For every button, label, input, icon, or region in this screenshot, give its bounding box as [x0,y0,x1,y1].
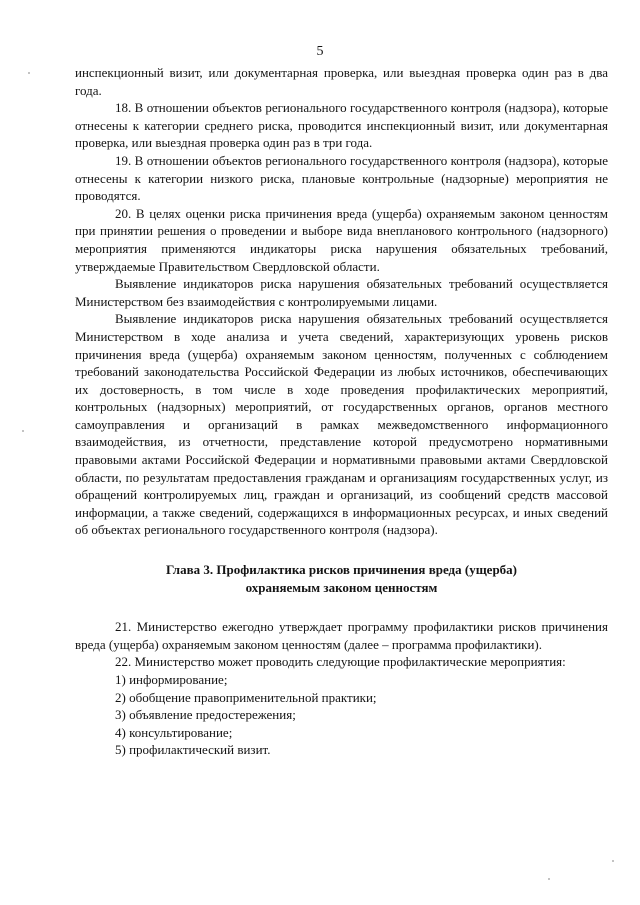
chapter-heading-line-2: охраняемым законом ценностям [245,579,438,595]
list-item: 4) консультирование; [115,724,233,740]
list-item: 5) профилактический визит. [115,742,271,758]
page-number: 5 [316,44,324,59]
chapter-heading-line-1: Глава 3. Профилактика рисков причинения вреда (ущерба) [165,562,518,578]
preventive-measures-list [75,671,608,759]
list-item: 1) информирование; [115,672,228,687]
scan-speck [28,72,30,74]
paragraph-18: 18. В отношении объектов регионального государственного контроля (надзора), которые отнесены к категории среднего риска, проводится инспекционный визит, или документарная проверка, или выездная проверка один раз в три года. [75,100,608,151]
scan-speck [548,878,550,880]
paragraph-risk-indicators-detection: Выявление индикаторов риска нарушения обязательных требований осуществляется Министерством без взаимодействия с контролируемыми лицами. [75,276,608,309]
paragraph-continuation: инспекционный визит, или документарная проверка, или выездная проверка один раз в два года. [75,65,608,98]
list-item: 2) обобщение правоприменительной практики; [115,689,377,705]
paragraph-21: 21. Министерство ежегодно утверждает программу профилактики рисков причинения вреда (ущерба) охраняемым законом ценностям (далее – программа профилактики). [75,619,608,652]
paragraph-19: 19. В отношении объектов регионального государственного контроля (надзора), которые отнесены к категории низкого риска, плановые контрольные (надзорные) мероприятия не проводятся. [75,152,608,204]
paragraph-risk-indicators-sources: Выявление индикаторов риска нарушения обязательных требований осуществляется Министерством в ходе анализа и учета сведений, характеризующих уровень рисков причинения вреда (ущерба) охраняемым законом ценностям, полученных с соблюдением требований законодательства Российской Федерации из любых источников, обеспечивающих их достоверность, в том числе в ходе проведения профилактических мероприятий, контрольных (надзорных) мероприятий, от государственных органов, органов местного самоуправления и организаций в рамках межведомственного информационного взаимодействия, из отчетности, представление которой предусмотрено нормативными правовыми актами Российской Федерации и нормативными правовыми актами Свердловской области, по результатам предоставления гражданам и организациям государственных услуг, из обращений контролируемых лиц, граждан и организаций, из сообщений средств массовой информации, а также сведений, содержащихся в информационных ресурсах, и иных сведений об объектах регионального государственного контроля (надзора). [75,311,608,538]
document-body [75,64,608,759]
scan-speck [22,430,24,432]
chapter-heading [75,561,608,596]
list-item: 3) объявление предостережения; [115,707,296,723]
paragraph-22: 22. Министерство может проводить следующие профилактические мероприятия: [115,654,566,670]
paragraph-20: 20. В целях оценки риска причинения вреда (ущерба) охраняемым законом ценностям при принятии решения о проведении и выборе вида внепланового контрольного (надзорного) мероприятия применяются индикаторы риска нарушения обязательных требований, утверждаемые Правительством Свердловской области. [75,205,608,274]
scan-speck [612,860,614,862]
